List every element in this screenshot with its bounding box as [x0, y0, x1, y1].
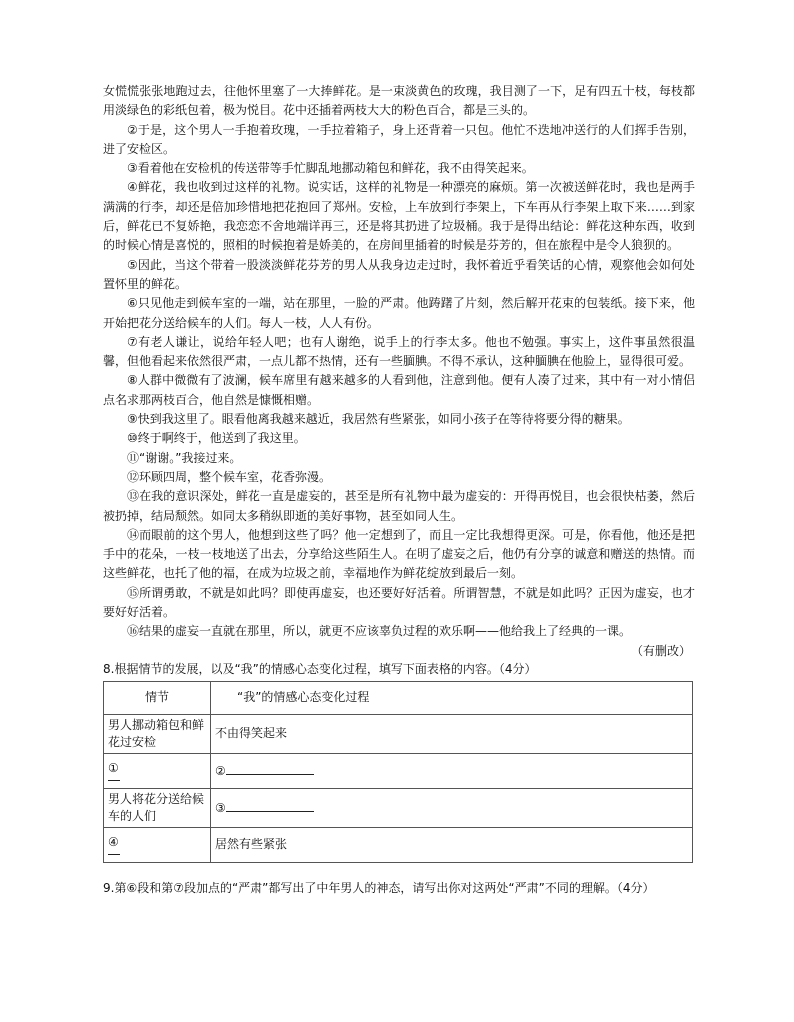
question-9-prompt: 9.第⑥段和第⑦段加点的“严肃”都写出了中年男人的神态，请写出你对这两处“严肃”不同的理解。（4分） [103, 880, 655, 895]
feeling-cell[interactable] [211, 753, 693, 788]
article-paragraph: ③看着他在安检机的传送带等手忙脚乱地挪动箱包和鲜花，我不由得笑起来。 [127, 161, 534, 176]
article-paragraph: ⑮所谓勇敢，不就是如此吗？即使再虚妄，也还要好好活着。所谓智慧，不就是如此吗？正因为虚妄，也才要好好活着。 [103, 585, 695, 620]
feeling-text: 居然有些紧张 [215, 837, 288, 852]
feeling-cell [211, 714, 693, 753]
table-row [104, 788, 693, 827]
table-row [104, 714, 693, 753]
article-paragraph: ⑨快到我这里了。眼看他离我越来越近，我居然有些紧张，如同小孩子在等待将要分得的糖果。 [127, 412, 630, 427]
question-8-prompt: 8.根据情节的发展，以及“我”的情感心态变化过程，填写下面表格的内容。（4分） [103, 661, 537, 676]
blank-marker: ④ [108, 835, 119, 850]
blank-marker: ① [108, 761, 119, 776]
article-paragraph: 女慌慌张张地跑过去，往他怀里塞了一大捧鲜花。是一束淡黄色的玫瑰，我目测了一下，足有四五十枝，每枝都用淡绿色的彩纸包着，极为悦目。花中还插着两枝大大的粉色百合，都是三头的。 [103, 84, 695, 118]
table-row [104, 753, 693, 788]
plot-cell[interactable] [104, 827, 211, 862]
feeling-text: 不由得笑起来 [215, 726, 288, 741]
article-paragraph: ⑥只见他走到候车室的一端，站在那里，一脸的严肃。他踌躇了片刻，然后解开花束的包装纸。接下来，他开始把花分送给候车的人们。每人一枝，人人有份。 [103, 296, 695, 330]
plot-cell [104, 714, 211, 753]
article-body [103, 82, 695, 642]
article-paragraph: ⑬在我的意识深处，鲜花一直是虚妄的，甚至是所有礼物中最为虚妄的：开得再悦目，也会很快枯萎，然后被扔掉，结局颓然。如同太多稍纵即逝的美好事物，甚至如同人生。 [103, 489, 695, 523]
plot-cell[interactable] [104, 753, 211, 788]
article-paragraph: ⑧人群中微微有了波澜，候车席里有越来越多的人看到他，注意到他。便有人凑了过来，其中有一对小情侣点名求那两枝百合，他自然是慷慨相赠。 [103, 373, 695, 407]
article-paragraph: ②于是，这个男人一手抱着玫瑰，一手拉着箱子，身上还背着一只包。他忙不迭地冲送行的人们挥手告别，进了安检区。 [103, 122, 695, 156]
plot-cell [104, 788, 211, 827]
feeling-cell [211, 827, 693, 862]
article-paragraph: ⑫环顾四周，整个候车室，花香弥漫。 [127, 469, 332, 484]
blank-marker: ② [215, 763, 226, 778]
source-note: （有删改） [630, 643, 691, 658]
header-plot: 情节 [104, 681, 211, 714]
article-paragraph: ⑯结果的虚妄一直就在那里，所以，就更不应该辜负过程的欢乐啊——他给我上了经典的一课。 [127, 624, 632, 639]
article-paragraph: ⑦有老人谦让，说给年轻人吧；也有人谢绝，说手上的行李太多。他也不勉强。事实上，这件事虽然很温馨，但他看起来依然很严肃，一点儿都不热情，还有一些腼腆。不得不承认，这种腼腆在他脸上，显得很可爱。 [103, 334, 695, 369]
article-paragraph: ④鲜花，我也收到过这样的礼物。说实话，这样的礼物是一种漂亮的麻烦。第一次被送鲜花时，我也是两手满满的行李，却还是倍加珍惜地把花抱回了郑州。安检，上车放到行李架上，下车再从行李架上取下来……到家后，鲜花已不复娇艳，我恋恋不舍地端详再三，还是将其扔进了垃圾桶。我于是得出结论：鲜花这种东西，收到的时候心情是喜悦的，照相的时候抱着是娇美的，在房间里插着的时候是芬芳的，但在旅程中是令人狼狈的。 [103, 180, 695, 253]
plot-text: 男人将花分送给候车的人们 [108, 791, 205, 823]
plot-text: 男人挪动箱包和鲜花过安检 [108, 717, 205, 749]
article-paragraph: ⑭而眼前的这个男人，他想到这些了吗？他一定想到了，而且一定比我想得更深。可是，你看他，他还是把手中的花朵，一枝一枝地送了出去，分享给这些陌生人。在明了虚妄之后，他仍有分享的诚意和赠送的热情。而这些鲜花，也托了他的福，在成为垃圾之前，幸福地作为鲜花绽放到最后一刻。 [103, 527, 695, 581]
answer-table [103, 681, 693, 863]
feeling-cell[interactable] [211, 788, 693, 827]
article-paragraph: ⑪“谢谢。”我接过来。 [127, 450, 242, 465]
table-row [104, 827, 693, 862]
answer-blank[interactable] [226, 799, 314, 812]
article-paragraph: ⑤因此，当这个带着一股淡淡鲜花芬芳的男人从我身边走过时，我怀着近乎看笑话的心情，观察他会如何处置怀里的鲜花。 [103, 257, 695, 291]
table-header-row [104, 681, 693, 714]
blank-marker: ③ [215, 800, 226, 815]
article-paragraph: ⑩终于啊终于，他送到了我这里。 [127, 431, 306, 446]
header-feeling: “我”的情感心态变化过程 [211, 681, 693, 714]
page [103, 82, 695, 898]
answer-blank[interactable] [226, 762, 314, 775]
answer-blank[interactable] [108, 779, 120, 781]
answer-blank[interactable] [108, 853, 120, 855]
